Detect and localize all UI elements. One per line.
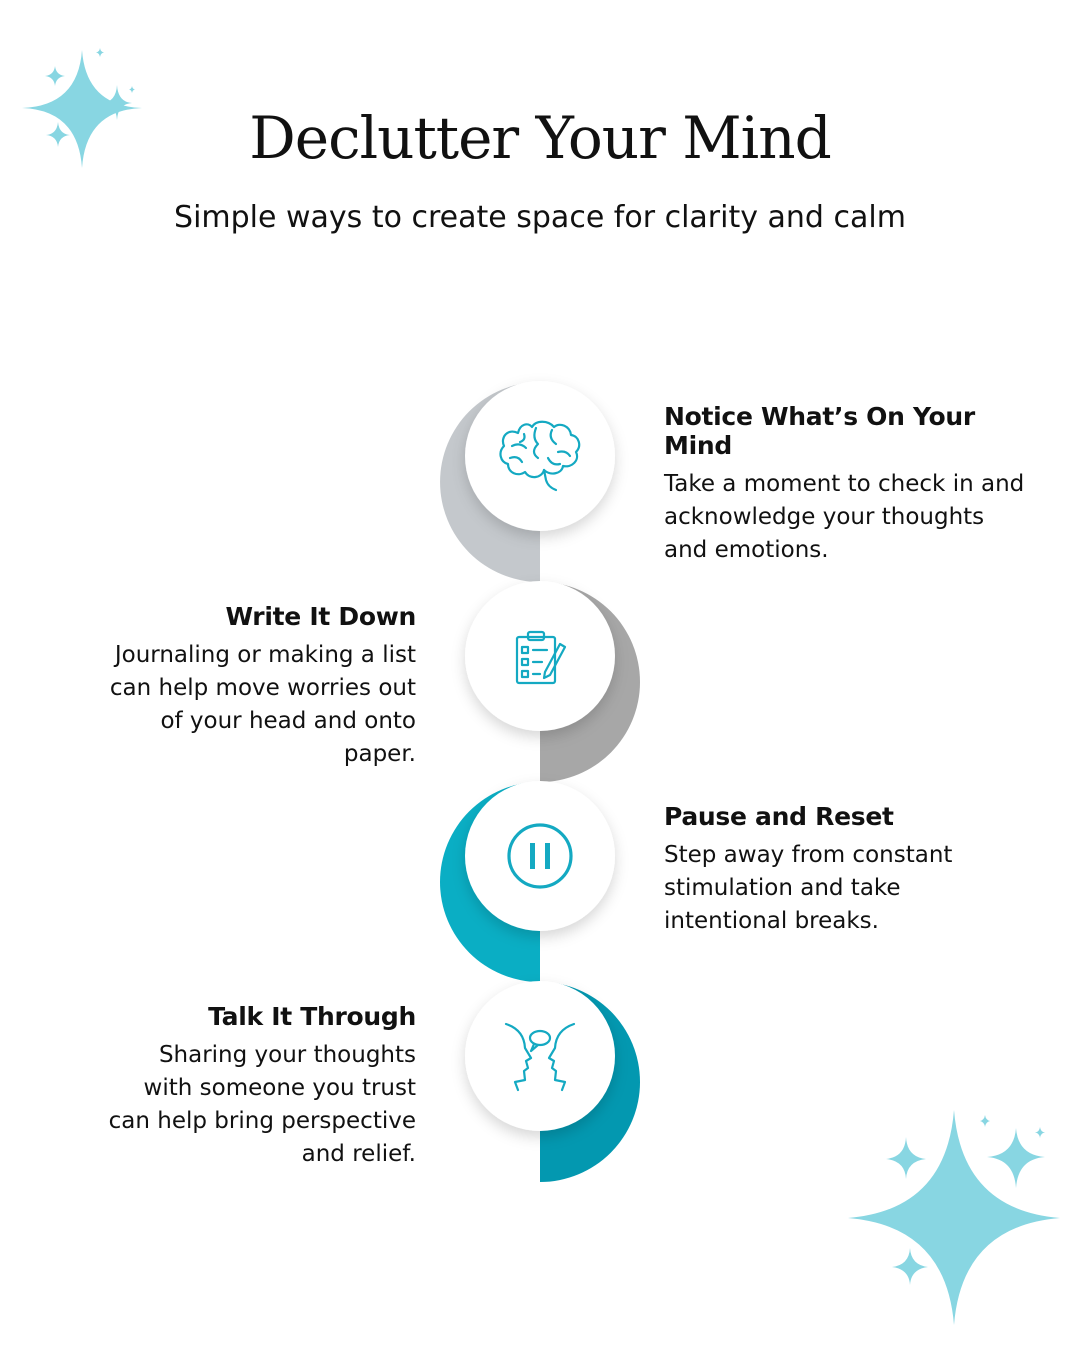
desc-line: Step away from constant — [664, 842, 953, 868]
step-title: Talk It Through — [208, 1002, 416, 1031]
step-description — [36, 1039, 416, 1171]
step-pause — [664, 802, 1044, 938]
step-4-circle — [465, 981, 615, 1131]
step-title: Write It Down — [225, 602, 416, 631]
desc-line: Take a moment to check in and — [664, 471, 1025, 497]
step-talk — [36, 1002, 416, 1171]
step-description — [664, 468, 1044, 567]
page-subtitle: Simple ways to create space for clarity and calm — [174, 200, 906, 235]
step-2-circle — [465, 581, 615, 731]
desc-line: paper. — [343, 741, 416, 767]
desc-line: and emotions. — [664, 537, 829, 563]
step-description — [36, 639, 416, 771]
step-title: Notice What’s On Your Mind — [664, 402, 975, 460]
desc-line: Journaling or making a list — [114, 642, 416, 668]
desc-line: with someone you trust — [143, 1075, 416, 1101]
step-description — [664, 839, 1044, 938]
step-write — [36, 602, 416, 771]
desc-line: can help bring perspective — [108, 1108, 416, 1134]
desc-line: and relief. — [301, 1141, 416, 1167]
desc-line: intentional breaks. — [664, 908, 879, 934]
page-title: Declutter Your Mind — [249, 104, 831, 172]
step-3-circle — [465, 781, 615, 931]
desc-line: stimulation and take — [664, 875, 901, 901]
desc-line: can help move worries out — [109, 675, 416, 701]
step-notice — [664, 402, 1044, 567]
step-1-circle — [465, 381, 615, 531]
step-title: Pause and Reset — [664, 802, 894, 831]
desc-line: of your head and onto — [160, 708, 416, 734]
desc-line: Sharing your thoughts — [158, 1042, 416, 1068]
desc-line: acknowledge your thoughts — [664, 504, 985, 530]
